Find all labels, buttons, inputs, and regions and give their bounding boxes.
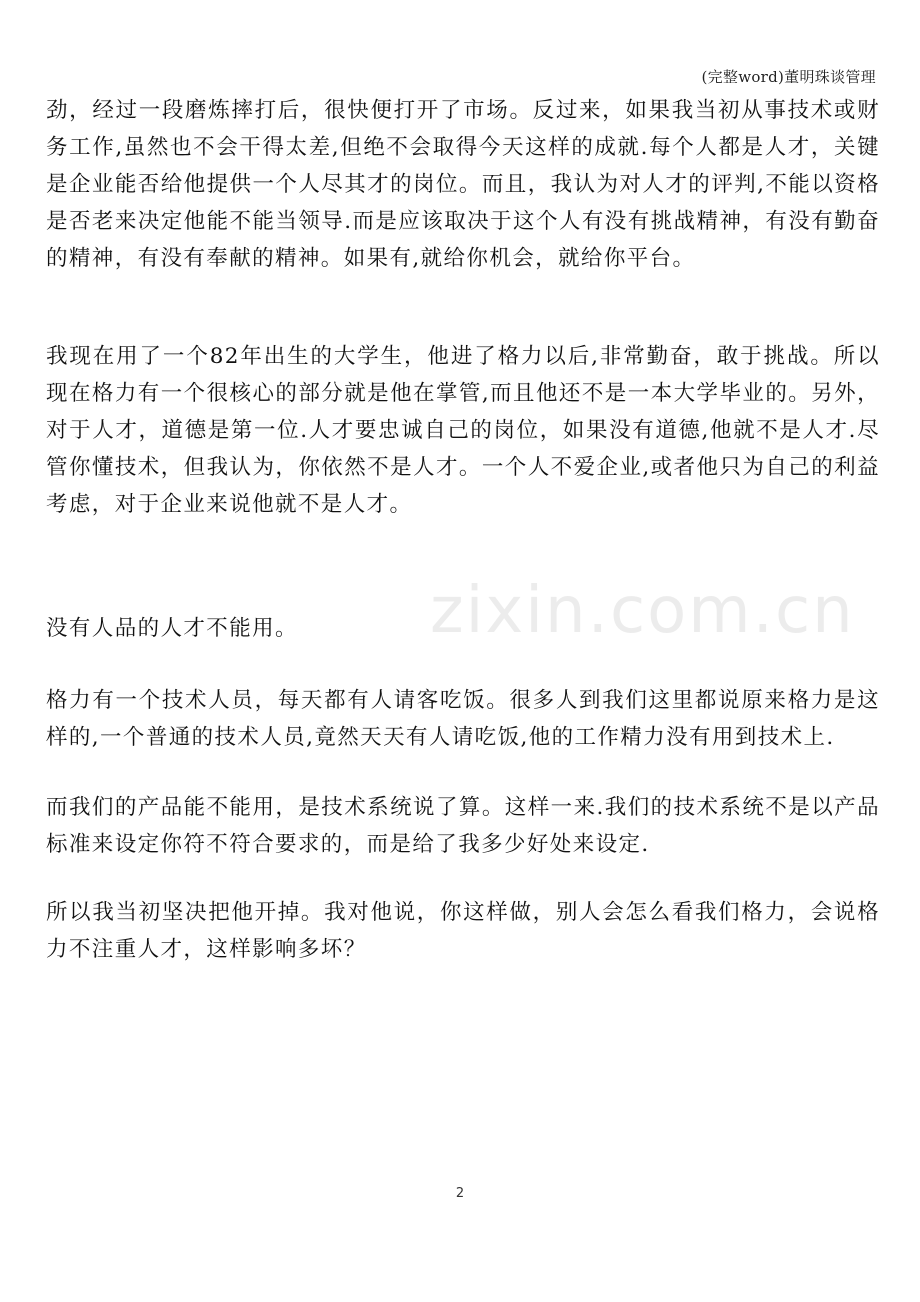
page-number: 2: [455, 1186, 465, 1201]
paragraph-4: 格力有一个技术人员，每天都有人请客吃饭。很多人到我们这里都说原来格力是这样的,一个普通的技术人员,竟然天天有人请吃饭,他的工作精力没有用到技术上.: [46, 688, 880, 750]
document-header: (完整word)董明珠谈管理: [701, 68, 876, 86]
document-body: [46, 92, 880, 968]
paragraph-2: 我现在用了一个82年出生的大学生，他进了格力以后,非常勤奋，敢于挑战。所以现在格力有一个很核心的部分就是他在掌管,而且他还不是一本大学毕业的。另外，对于人才，道德是第一位.人才要忠诚自己的岗位，如果没有道德,他就不是人才.尽管你懂技术，但我认为，你依然不是人才。一个人不爱企业,或者他只为自己的利益考虑，对于企业来说他就不是人才。: [46, 344, 880, 517]
watermark: zixin.com.cn: [430, 574, 855, 648]
paragraph-5: 而我们的产品能不能用，是技术系统说了算。这样一来.我们的技术系统不是以产品标准来设定你符不符合要求的，而是给了我多少好处来设定.: [46, 795, 880, 857]
paragraph-3: 没有人品的人才不能用。: [46, 616, 298, 641]
paragraph-6: 所以我当初坚决把他开掉。我对他说，你这样做，别人会怎么看我们格力，会说格力不注重人才，这样影响多坏？: [46, 900, 880, 962]
paragraph-1: 劲，经过一段磨炼摔打后，很快便打开了市场。反过来，如果我当初从事技术或财务工作,虽然也不会干得太差,但绝不会取得今天这样的成就.每个人都是人才，关键是企业能否给他提供一个人尽其才的岗位。而且，我认为对人才的评判,不能以资格是否老来决定他能不能当领导.而是应该取决于这个人有没有挑战精神，有没有勤奋的精神，有没有奉献的精神。如果有,就给你机会，就给你平台。: [46, 98, 880, 271]
